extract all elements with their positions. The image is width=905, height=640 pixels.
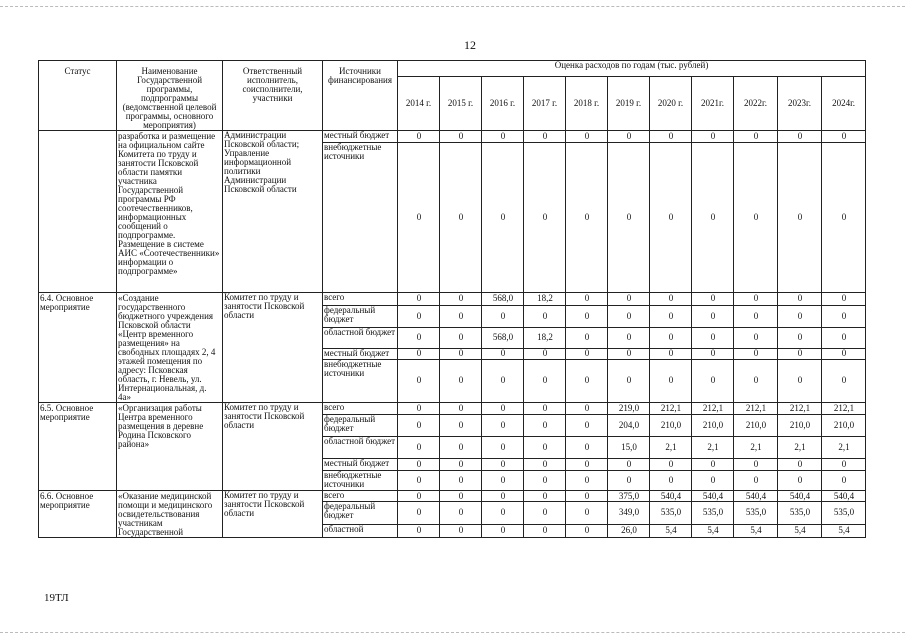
- cost-value: 0: [778, 471, 822, 491]
- table-body: [39, 131, 866, 538]
- cost-value: 0: [778, 293, 822, 306]
- cost-value: 0: [608, 327, 650, 349]
- cost-value: 0: [566, 131, 608, 143]
- cost-value: 0: [734, 131, 778, 143]
- cost-value: 0: [822, 327, 866, 349]
- cost-value: 2,1: [734, 437, 778, 459]
- cost-value: 0: [650, 349, 692, 360]
- cost-value: 0: [778, 131, 822, 143]
- funding-source: областной: [323, 524, 398, 537]
- cost-value: 0: [566, 524, 608, 537]
- cost-value: 0: [608, 471, 650, 491]
- cost-value: 18,2: [524, 327, 566, 349]
- cost-value: 0: [822, 471, 866, 491]
- cost-value: 540,4: [778, 491, 822, 502]
- header-year: 2021г.: [692, 77, 734, 131]
- cost-value: 0: [566, 143, 608, 293]
- section-name: разработка и размещение на официальном сайте Комитета по труду и занятости Псковской области памятки участника Государственной программы РФ соотечественников, информационных сообщений о подпрограмме. Размещение в системе АИС «Соотечественники» информации о подпрограмме»: [117, 131, 223, 293]
- cost-value: 0: [566, 437, 608, 459]
- cost-value: 0: [734, 459, 778, 471]
- cost-value: 0: [566, 305, 608, 327]
- cost-value: 2,1: [692, 437, 734, 459]
- section-name: «Создание государственного бюджетного учреждения Псковской области «Центр временного размещения» на свободных площадях 2, 4 этажей помещения по адресу: Псковская область, г. Невель, ул. Интернациональная, д. 4а»: [117, 293, 223, 403]
- cost-value: 0: [440, 524, 482, 537]
- cost-value: 0: [398, 459, 440, 471]
- cost-value: 0: [482, 305, 524, 327]
- cost-value: 0: [566, 359, 608, 402]
- cost-value: 5,4: [778, 524, 822, 537]
- cost-value: 0: [398, 143, 440, 293]
- cost-value: 0: [440, 415, 482, 437]
- cost-value: 0: [440, 305, 482, 327]
- cost-value: 0: [650, 459, 692, 471]
- cost-value: 0: [692, 459, 734, 471]
- section-executor: Администрации Псковской области; Управление информационной политики Администрации Псковской области: [223, 131, 323, 293]
- cost-value: 210,0: [650, 415, 692, 437]
- cost-value: 212,1: [822, 403, 866, 415]
- section-status: 6.4. Основное мероприятие: [39, 293, 117, 403]
- cost-value: 210,0: [778, 415, 822, 437]
- cost-value: 0: [440, 349, 482, 360]
- cost-value: 2,1: [650, 437, 692, 459]
- cost-value: 0: [566, 502, 608, 524]
- cost-value: 0: [440, 131, 482, 143]
- cost-value: 0: [692, 471, 734, 491]
- cost-value: 0: [566, 415, 608, 437]
- cost-value: 0: [440, 502, 482, 524]
- cost-value: 0: [398, 327, 440, 349]
- cost-value: 0: [482, 471, 524, 491]
- cost-value: 0: [524, 524, 566, 537]
- header-year: 2019 г.: [608, 77, 650, 131]
- cost-value: 0: [440, 491, 482, 502]
- header-year: 2014 г.: [398, 77, 440, 131]
- header-year: 2024г.: [822, 77, 866, 131]
- cost-value: 0: [482, 349, 524, 360]
- cost-value: 0: [524, 403, 566, 415]
- cost-value: 0: [566, 327, 608, 349]
- cost-value: 0: [822, 131, 866, 143]
- cost-value: 0: [822, 349, 866, 360]
- cost-value: 0: [566, 471, 608, 491]
- funding-source: внебюджетные источники: [323, 471, 398, 491]
- cost-value: 0: [398, 305, 440, 327]
- cost-value: 0: [608, 359, 650, 402]
- cost-value: 0: [650, 359, 692, 402]
- cost-value: 0: [566, 293, 608, 306]
- section-executor: Комитет по труду и занятости Псковской области: [223, 491, 323, 538]
- section-status: 6.6. Основное мероприятие: [39, 491, 117, 538]
- cost-value: 0: [524, 359, 566, 402]
- cost-value: 0: [734, 359, 778, 402]
- funding-source: областной бюджет: [323, 327, 398, 349]
- section-status: [39, 131, 117, 293]
- cost-value: 210,0: [822, 415, 866, 437]
- funding-source: федеральный бюджет: [323, 502, 398, 524]
- funding-source: всего: [323, 491, 398, 502]
- cost-value: 0: [524, 131, 566, 143]
- cost-value: 0: [650, 293, 692, 306]
- section-executor: Комитет по труду и занятости Псковской области: [223, 403, 323, 491]
- cost-value: 535,0: [822, 502, 866, 524]
- funding-source: местный бюджет: [323, 459, 398, 471]
- cost-value: 0: [822, 305, 866, 327]
- table-header: [39, 61, 866, 131]
- header-year: 2017 г.: [524, 77, 566, 131]
- cost-value: 0: [692, 131, 734, 143]
- cost-value: 535,0: [734, 502, 778, 524]
- cost-value: 0: [608, 349, 650, 360]
- cost-value: 2,1: [778, 437, 822, 459]
- cost-value: 0: [440, 459, 482, 471]
- cost-value: 212,1: [650, 403, 692, 415]
- cost-value: 0: [692, 359, 734, 402]
- cost-value: 0: [692, 327, 734, 349]
- header-costs: Оценка расходов по годам (тыс. рублей): [398, 61, 866, 77]
- cost-value: 0: [650, 305, 692, 327]
- cost-value: 0: [778, 305, 822, 327]
- cost-value: 0: [608, 459, 650, 471]
- cost-value: 0: [734, 293, 778, 306]
- cost-value: 0: [482, 143, 524, 293]
- cost-value: 219,0: [608, 403, 650, 415]
- cost-value: 0: [398, 131, 440, 143]
- header-executor: Ответственный исполнитель, соисполнители, участники: [223, 61, 323, 131]
- cost-value: 535,0: [778, 502, 822, 524]
- cost-value: 0: [482, 491, 524, 502]
- cost-value: 5,4: [692, 524, 734, 537]
- cost-value: 568,0: [482, 293, 524, 306]
- cost-value: 0: [524, 471, 566, 491]
- cost-value: 5,4: [650, 524, 692, 537]
- cost-value: 0: [440, 437, 482, 459]
- cost-value: 0: [734, 143, 778, 293]
- cost-value: 0: [692, 143, 734, 293]
- cost-value: 0: [398, 403, 440, 415]
- cost-value: 0: [566, 491, 608, 502]
- cost-value: 0: [650, 327, 692, 349]
- cost-value: 540,4: [734, 491, 778, 502]
- cost-value: 535,0: [650, 502, 692, 524]
- section-executor: Комитет по труду и занятости Псковской области: [223, 293, 323, 403]
- cost-value: 0: [482, 502, 524, 524]
- cost-value: 0: [482, 524, 524, 537]
- scan-edge-bottom: [0, 632, 905, 633]
- funding-source: внебюджетные источники: [323, 143, 398, 293]
- cost-value: 0: [692, 305, 734, 327]
- cost-value: 0: [822, 293, 866, 306]
- header-year: 2016 г.: [482, 77, 524, 131]
- cost-value: 0: [524, 502, 566, 524]
- cost-value: 18,2: [524, 293, 566, 306]
- table-row: [39, 131, 866, 143]
- cost-value: 535,0: [692, 502, 734, 524]
- cost-value: 0: [440, 471, 482, 491]
- cost-value: 0: [524, 305, 566, 327]
- cost-value: 0: [734, 471, 778, 491]
- cost-value: 0: [778, 327, 822, 349]
- cost-value: 540,4: [822, 491, 866, 502]
- cost-value: 0: [692, 293, 734, 306]
- cost-value: 0: [778, 459, 822, 471]
- table-row: [39, 293, 866, 306]
- cost-value: 349,0: [608, 502, 650, 524]
- cost-value: 212,1: [692, 403, 734, 415]
- header-source: Источники финансирования: [323, 61, 398, 131]
- cost-value: 0: [482, 415, 524, 437]
- cost-value: 0: [822, 359, 866, 402]
- cost-value: 0: [398, 349, 440, 360]
- cost-value: 0: [398, 524, 440, 537]
- cost-value: 540,4: [692, 491, 734, 502]
- cost-value: 210,0: [734, 415, 778, 437]
- cost-value: 0: [398, 502, 440, 524]
- table-row: [39, 491, 866, 502]
- section-name: «Оказание медицинской помощи и медицинского освидетельствования участникам Государственной: [117, 491, 223, 538]
- header-year: 2023г.: [778, 77, 822, 131]
- cost-value: 0: [398, 471, 440, 491]
- cost-value: 0: [692, 349, 734, 360]
- funding-source: местный бюджет: [323, 131, 398, 143]
- cost-value: 0: [822, 143, 866, 293]
- page-number: 12: [464, 38, 476, 52]
- cost-value: 5,4: [734, 524, 778, 537]
- cost-value: 0: [398, 359, 440, 402]
- cost-value: 0: [822, 459, 866, 471]
- cost-value: 0: [734, 327, 778, 349]
- cost-value: 0: [566, 459, 608, 471]
- cost-value: 0: [566, 349, 608, 360]
- cost-value: 0: [608, 305, 650, 327]
- cost-value: 0: [398, 491, 440, 502]
- cost-value: 0: [734, 349, 778, 360]
- cost-value: 26,0: [608, 524, 650, 537]
- scan-edge-top: [0, 6, 905, 7]
- cost-value: 0: [608, 293, 650, 306]
- cost-value: 375,0: [608, 491, 650, 502]
- cost-value: 204,0: [608, 415, 650, 437]
- header-year: 2018 г.: [566, 77, 608, 131]
- section-name: «Организация работы Центра временного размещения в деревне Родина Псковского района»: [117, 403, 223, 491]
- cost-value: 0: [524, 143, 566, 293]
- cost-value: 0: [524, 437, 566, 459]
- header-status: Статус: [39, 61, 117, 131]
- funding-source: федеральный бюджет: [323, 415, 398, 437]
- cost-value: 0: [482, 131, 524, 143]
- table-row: [39, 403, 866, 415]
- cost-value: 5,4: [822, 524, 866, 537]
- cost-value: 210,0: [692, 415, 734, 437]
- cost-value: 0: [398, 293, 440, 306]
- cost-value: 15,0: [608, 437, 650, 459]
- cost-value: 0: [482, 459, 524, 471]
- header-year: 2022г.: [734, 77, 778, 131]
- cost-value: 0: [778, 359, 822, 402]
- section-status: 6.5. Основное мероприятие: [39, 403, 117, 491]
- cost-value: 212,1: [778, 403, 822, 415]
- funding-source: всего: [323, 293, 398, 306]
- cost-value: 0: [650, 471, 692, 491]
- funding-source: областной бюджет: [323, 437, 398, 459]
- cost-value: 2,1: [822, 437, 866, 459]
- funding-source: всего: [323, 403, 398, 415]
- cost-value: 0: [482, 403, 524, 415]
- footer-code: 19ТЛ: [44, 592, 69, 604]
- cost-value: 0: [482, 359, 524, 402]
- cost-value: 0: [440, 293, 482, 306]
- cost-value: 0: [608, 143, 650, 293]
- header-name: Наименование Государственной программы, подпрограммы (ведомственной целевой программы, основного мероприятия): [117, 61, 223, 131]
- funding-source: внебюджетные источники: [323, 359, 398, 402]
- cost-value: 0: [650, 143, 692, 293]
- cost-value: 212,1: [734, 403, 778, 415]
- cost-value: 0: [440, 327, 482, 349]
- cost-value: 0: [524, 491, 566, 502]
- cost-value: 568,0: [482, 327, 524, 349]
- cost-value: 0: [524, 459, 566, 471]
- cost-value: 0: [650, 131, 692, 143]
- funding-source: местный бюджет: [323, 349, 398, 360]
- expenses-table: [38, 60, 866, 538]
- cost-value: 0: [398, 415, 440, 437]
- cost-value: 0: [778, 349, 822, 360]
- cost-value: 0: [440, 143, 482, 293]
- cost-value: 0: [734, 305, 778, 327]
- cost-value: 0: [440, 359, 482, 402]
- cost-value: 0: [566, 403, 608, 415]
- cost-value: 0: [524, 415, 566, 437]
- funding-source: федеральный бюджет: [323, 305, 398, 327]
- cost-value: 0: [440, 403, 482, 415]
- cost-value: 0: [778, 143, 822, 293]
- cost-value: 540,4: [650, 491, 692, 502]
- header-year: 2020 г.: [650, 77, 692, 131]
- cost-value: 0: [482, 437, 524, 459]
- header-year: 2015 г.: [440, 77, 482, 131]
- cost-value: 0: [524, 349, 566, 360]
- cost-value: 0: [608, 131, 650, 143]
- cost-value: 0: [398, 437, 440, 459]
